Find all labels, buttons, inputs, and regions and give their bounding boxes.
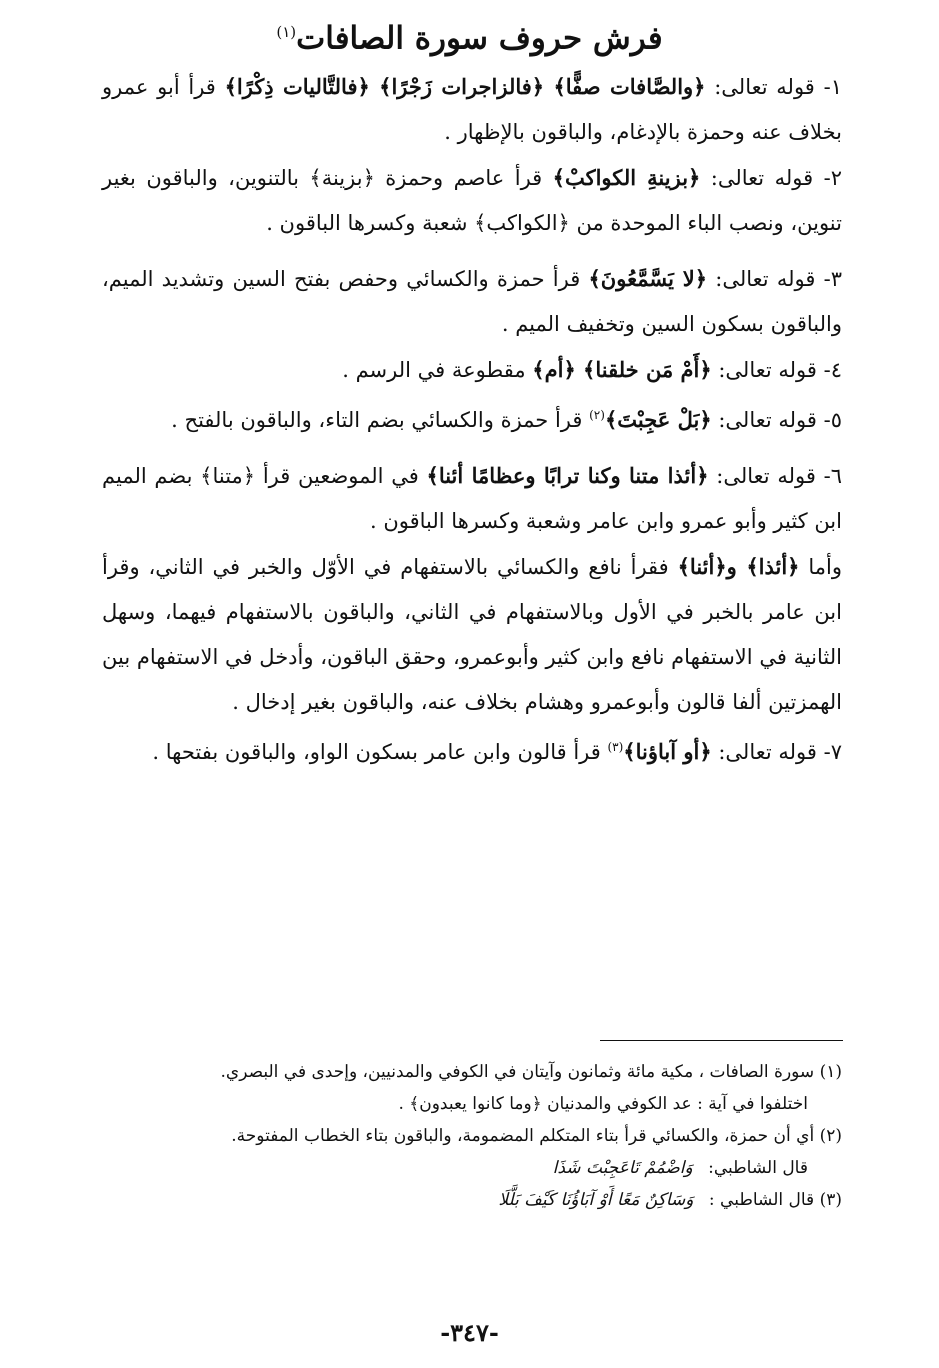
item-number: ٤- [823,358,842,382]
paragraph-5 [102,393,842,443]
item-number: ٢- [823,166,842,190]
body-text: فقرأ نافع والكسائي بالاستفهام في الأوّل والخبر في الثاني، وقرأ ابن عامر بالخبر في الأول وبالاستفهام في الثاني، والباقون بالاستفهام فيهما، وسهل الثانية في الاستفهام نافع وابن كثير وأبوعمرو، وحقق الباقون، وأدخل في الاستفهام بين الهمزتين ألفا قالون وأبوعمرو وهشام بخلاف عنه، والباقون بغير إدخال . [102,555,842,714]
quran-quote: ﴿بَلْ عَجِبْتَ﴾ [604,407,712,432]
intro-text: وأما [808,555,842,579]
paragraph-1 [102,64,842,155]
footnote-2-verse-line [102,1152,842,1184]
footnote-2: (٢) أي أن حمزة، والكسائي قرأ بتاء المتكلم المضمومة، والباقون بتاء الخطاب المفتوحة. [231,1126,842,1146]
paragraph-4 [102,347,842,393]
footnote-marker: (٢) [589,408,605,422]
quran-quote: ﴿بزينةِ الكواكبْ﴾ [552,165,701,190]
title-text: فرش حروف سورة الصافات [296,20,663,57]
paragraph-7 [102,544,842,725]
title-footnote-marker: (١) [276,23,297,41]
paragraph-2 [102,155,842,246]
intro-text: قوله تعالى: [714,75,815,99]
intro-text: قوله تعالى: [718,740,817,764]
quran-quote: ﴿أو آباؤنا﴾ [623,739,712,764]
intro-text: قوله تعالى: [718,358,817,382]
quran-quote: ﴿أئذا﴾ و﴿أئنا﴾ [677,554,800,579]
page-title [0,10,939,60]
footnote-1-continuation: اختلفوا في آية : عد الكوفي والمدنيان ﴿وما كانوا يعبدون﴾ . [398,1094,808,1114]
footnote-3-label: (٣) قال الشاطبي : [708,1190,842,1210]
quran-quote: ﴿أَمْ مَن خلقنا﴾ ﴿أم﴾ [532,357,712,382]
intro-text: قوله تعالى: [716,464,816,488]
quran-quote: ﴿لا يَسَّمَّعُونَ﴾ [588,266,708,291]
item-number: ٧- [823,740,842,764]
body-text: في الموضعين قرأ ﴿متنا﴾ بضم الميم ابن كثير وأبو عمرو وابن عامر وشعبة وكسرها الباقون . [102,464,842,533]
intro-text: قوله تعالى: [718,408,817,432]
footnote-marker: (٣) [607,740,624,754]
body-text: قرأ أبو عمرو بخلاف عنه وحمزة بالإدغام، والباقون بالإظهار . [102,75,842,144]
item-number: ٣- [823,267,842,291]
main-text [102,64,842,775]
body-text: قرأ قالون وابن عامر بسكون الواو، والباقون بفتحها . [152,740,601,764]
footnotes [102,1056,842,1216]
intro-text: قوله تعالى: [710,166,814,190]
item-number: ٥- [823,408,842,432]
paragraph-3 [102,256,842,347]
paragraph-6 [102,453,842,544]
intro-text: قوله تعالى: [715,267,816,291]
body-text: قرأ حمزة والكسائي وحفص بفتح السين وتشديد الميم، والباقون بسكون السين وتخفيف الميم . [102,267,842,336]
paragraph-8 [102,725,842,775]
quran-quote: ﴿والصَّافات صفًّا﴾ ﴿فالزاجرات زَجْرًا﴾ ﴿فالتَّاليات ذِكْرًا﴾ [224,74,706,99]
footnote-separator [600,1040,843,1041]
item-number: ٦- [823,464,842,488]
footnote-1: (١) سورة الصافات ، مكية مائة وثمانون وآيتان في الكوفي والمدنيين، وإحدى في البصري. [220,1062,842,1082]
footnote-3-verse: وَسَاكِنٌ مَعًا أَوْ آبَاؤُنَا كَيْفَ بَلَّلَا [498,1190,694,1210]
footnote-3 [102,1184,842,1216]
page-number: -٣٤٧- [440,1318,499,1347]
footnote-2-label: قال الشاطبي: [708,1158,808,1178]
body-text: قرأ حمزة والكسائي بضم التاء، والباقون بالفتح . [171,408,583,432]
footnote-2-verse: وَاضْمُمْ تَاعَجِبْتَ شَذَا [552,1158,693,1178]
item-number: ١- [823,75,842,99]
body-text: قرأ عاصم وحمزة ﴿بزينة﴾ بالتنوين، والباقون بغير تنوين، ونصب الباء الموحدة من ﴿الكواكب﴾ شعبة وكسرها الباقون . [102,166,842,235]
body-text: مقطوعة في الرسم . [342,358,526,382]
quran-quote: ﴿أئذا متنا وكنا ترابًا وعظامًا أئنا﴾ [426,463,709,488]
